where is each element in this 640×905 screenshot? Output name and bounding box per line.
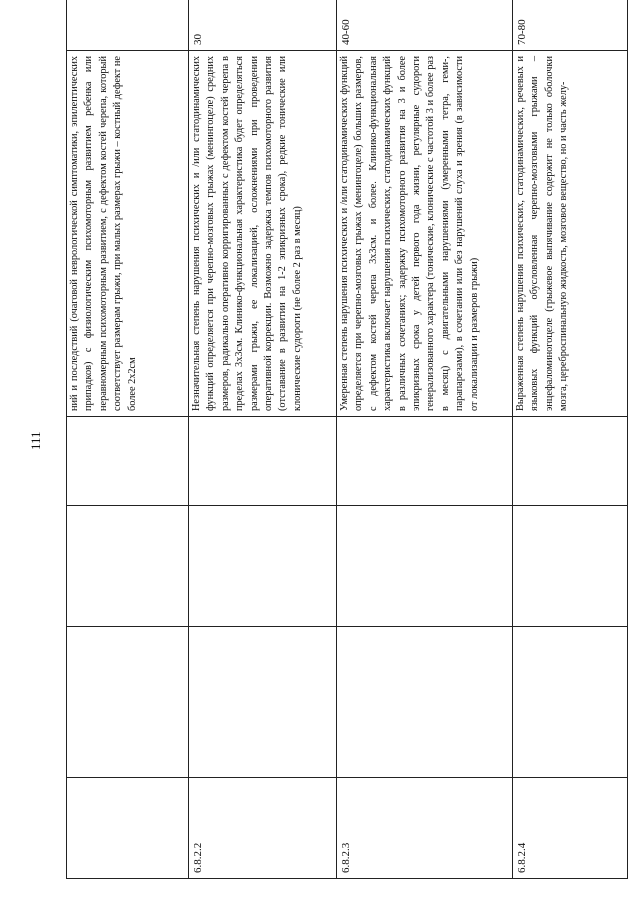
- page-number: 111: [28, 431, 43, 450]
- empty-cell: [513, 627, 628, 778]
- row-percent: [67, 0, 189, 51]
- row-code: 6.8.2.2: [189, 778, 337, 879]
- rotated-page: [66, 21, 627, 879]
- empty-cell: [189, 417, 337, 506]
- row-percent: 70-80: [513, 0, 628, 51]
- row-code: 6.8.2.4: [513, 778, 628, 879]
- row-percent: 30: [189, 0, 337, 51]
- row-description: Выраженная степень нарушения психических, статодинамических, речевых и языковых функций обусловленная черепно-мозговыми грыжами – энцефаломиногоцеле (грыжевое выпячивание содержит не только оболочки мозга, цереброспинальную жидкость, мозговое вещество, но и часть желу-: [513, 51, 628, 417]
- empty-cell: [337, 627, 513, 778]
- empty-cell: [189, 627, 337, 778]
- disability-criteria-table: [66, 0, 628, 879]
- table-row: [513, 0, 628, 879]
- table-row: [337, 0, 513, 879]
- row-percent: 40-60: [337, 0, 513, 51]
- empty-cell: [513, 417, 628, 506]
- row-description: Умеренная степень нарушения психических и /или статодинамических функций определяется при черепно-мозговых грыжах (менингоцеле) больших размеров, с дефектом костей черепа 3х3см. и более. Клинико-функциональная характеристика включает нарушения психических, статодинамических функций в различных сочетаниях; задержку психомоторного развития на 3 и более эпикризных срока у детей первого года жизни, регулярные судороги генерализованного характера (тонические, клонические с частотой 3 и более раз в месяц) с двигательными нарушениями (умеренными тетра, геми-, парапарезами), в сочетании или без нарушений слуха и зрения (в зависимости от локализации и размеров грыжи): [337, 51, 513, 417]
- row-description: ний и последствий (очаговой неврологической симптоматики, эпилептических припадков) с физиологическим психомоторным развитием ребенка или неравномерным психомоторным развитием, с дефектом костей черепа, который соответствует размерам грыжи, при малых размерах грыжи – костный дефект не более 2х2см: [67, 51, 189, 417]
- table-row: [189, 0, 337, 879]
- row-description: Незначительная степень нарушения психических и /или статодинамических функций определяется при черепно-мозговых грыжах (менингоцеле) средних размеров, радикально оперативно корригированных с дефектом костей черепа в пределах 3х3см. Клинико-функциональная характеристика будет определяться размерами грыжи, ее локализацией, осложнениями при проведении оперативной коррекции. Возможно задержка темпов психомоторного развития (отставание в развитии на 1-2 эпикризных срока), редкие тонические или клонические судороги (не более 2 раз в месяц): [189, 51, 337, 417]
- table-row: [67, 0, 189, 879]
- empty-cell: [337, 417, 513, 506]
- empty-cell: [337, 506, 513, 627]
- empty-cell: [67, 417, 189, 506]
- row-code: [67, 778, 189, 879]
- empty-cell: [67, 627, 189, 778]
- empty-cell: [189, 506, 337, 627]
- row-code: 6.8.2.3: [337, 778, 513, 879]
- empty-cell: [67, 506, 189, 627]
- empty-cell: [513, 506, 628, 627]
